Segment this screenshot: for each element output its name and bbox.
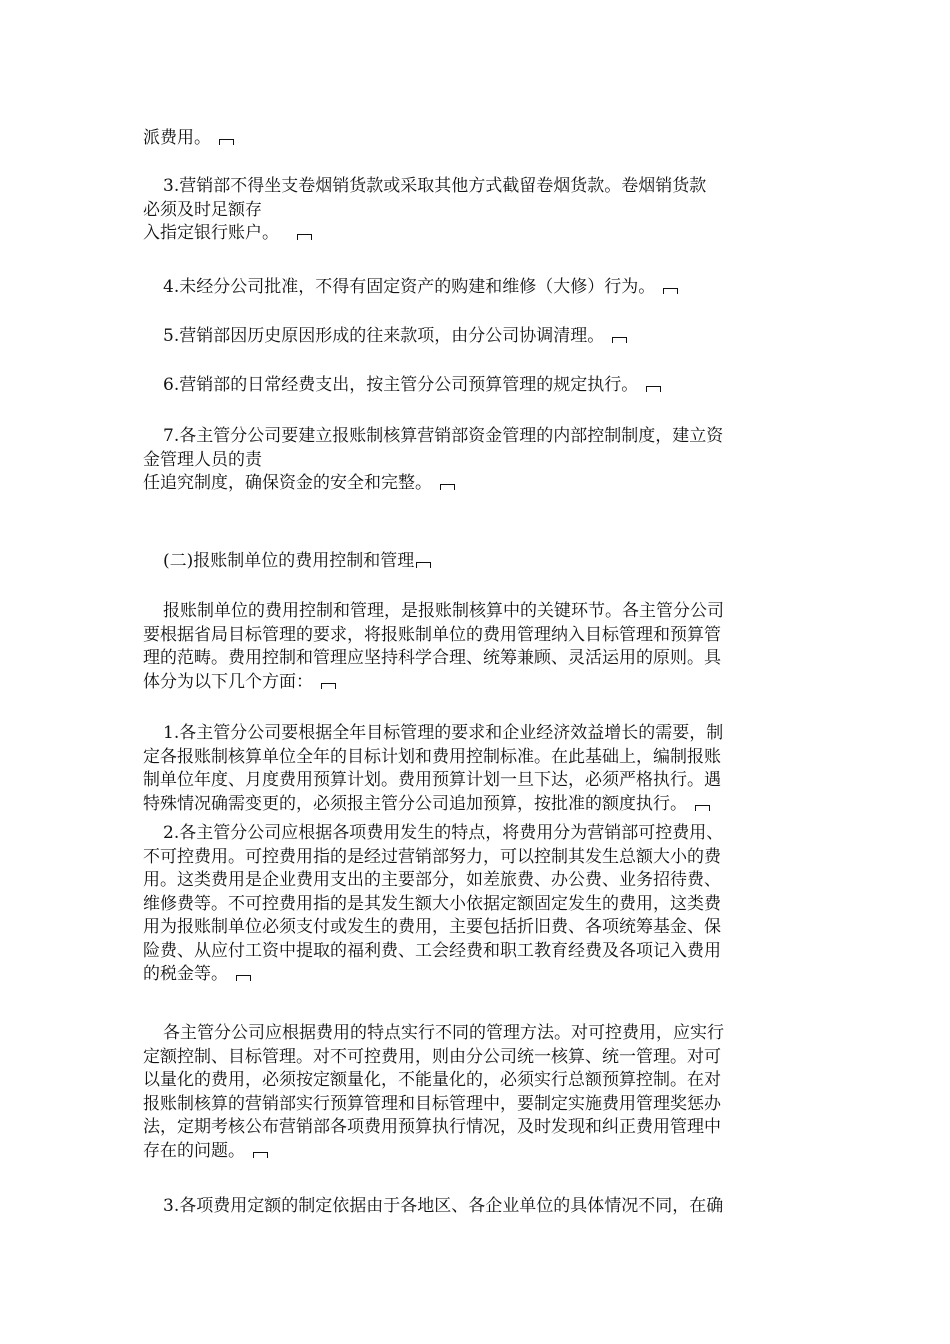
text-line: 报账制核算的营销部实行预算管理和目标管理中，要制定实施费用管理奖惩办 — [143, 1093, 721, 1114]
paragraph-item-3 — [143, 175, 808, 246]
paragraph-mark-icon — [646, 386, 661, 392]
text-line: 用。这类费用是企业费用支出的主要部分，如差旅费、办公费、业务招待费、 — [143, 870, 721, 890]
text-line: 不可控费用。可控费用指的是经过营销部努力，可以控制其发生总额大小的费 — [143, 846, 721, 867]
paragraph-mark-icon — [253, 1152, 268, 1158]
paragraph-mark-icon — [663, 288, 678, 294]
text-line: 法，定期考核公布营销部各项费用预算执行情况，及时发现和纠正费用管理中 — [143, 1117, 721, 1137]
paragraph-item-6 — [143, 374, 808, 398]
section-heading — [143, 550, 808, 574]
text-line: (二)报账制单位的费用控制和管理 — [143, 550, 808, 574]
paragraph-mark-icon — [416, 562, 431, 568]
text-line: 任追究制度，确保资金的安全和完整。 — [143, 472, 808, 496]
paragraph-point-1 — [143, 722, 808, 816]
text-line: 定额控制、目标管理。对不可控费用，则由分公司统一核算、统一管理。对可 — [143, 1046, 721, 1067]
text-line: 体分为以下几个方面： — [143, 671, 808, 695]
text-line: 制单位年度、月度费用预算计划。费用预算计划一旦下达，必须严格执行。遇 — [143, 770, 721, 790]
paragraph-mark-icon — [321, 683, 336, 689]
paragraph-mark-icon — [297, 234, 312, 240]
paragraph-intro — [143, 600, 808, 694]
text-line: 7.各主管分公司要建立报账制核算营销部资金管理的内部控制制度，建立资 — [163, 426, 724, 446]
text-line: 入指定银行账户。 — [143, 222, 808, 246]
text-line: 4.未经分公司批准，不得有固定资产的购建和维修（大修）行为。 — [143, 276, 808, 300]
text-line: 3.营销部不得坐支卷烟销货款或采取其他方式截留卷烟货款。卷烟销货款 — [163, 176, 707, 196]
paragraph-item-4 — [143, 276, 808, 300]
text-line: 维修费等。不可控费用指的是其发生额大小依据定额固定发生的费用，这类费 — [143, 893, 721, 914]
text-line: 理的范畴。费用控制和管理应坚持科学合理、统筹兼顾、灵活运用的原则。具 — [143, 648, 721, 668]
text-line: 存在的问题。 — [143, 1140, 808, 1164]
text-line: 2.各主管分公司应根据各项费用发生的特点，将费用分为营销部可控费用、 — [163, 823, 724, 843]
paragraph-item-5 — [143, 325, 808, 349]
paragraph-mark-icon — [219, 139, 234, 145]
paragraph-mark-icon — [612, 337, 627, 343]
paragraph-item-7 — [143, 425, 808, 496]
text-line: 险费、从应付工资中提取的福利费、工会经费和职工教育经费及各项记入费用 — [143, 940, 721, 961]
paragraph-mark-icon — [695, 805, 710, 811]
text-line: 的税金等。 — [143, 963, 808, 987]
text-line: 报账制单位的费用控制和管理，是报账制核算中的关键环节。各主管分公司 — [163, 601, 724, 621]
paragraph-mark-icon — [440, 484, 455, 490]
text-line: 要根据省局目标管理的要求，将报账制单位的费用管理纳入目标管理和预算管 — [143, 624, 721, 645]
text-line: 5.营销部因历史原因形成的往来款项，由分公司协调清理。 — [143, 325, 808, 349]
paragraph-continuation — [143, 127, 808, 151]
text-line: 6.营销部的日常经费支出，按主管分公司预算管理的规定执行。 — [143, 374, 808, 398]
text-line: 3.各项费用定额的制定依据由于各地区、各企业单位的具体情况不同，在确 — [163, 1196, 724, 1216]
text-line: 派费用。 — [143, 127, 808, 151]
paragraph-point-3 — [143, 1195, 808, 1219]
text-line: 各主管分公司应根据费用的特点实行不同的管理方法。对可控费用，应实行 — [163, 1023, 724, 1043]
paragraph-management-methods — [143, 1022, 808, 1163]
text-line: 以量化的费用，必须按定额量化，不能量化的，必须实行总额预算控制。在对 — [143, 1070, 721, 1090]
text-line: 用为报账制单位必须支付或发生的费用，主要包括折旧费、各项统筹基金、保 — [143, 917, 721, 937]
text-line: 必须及时足额存 — [143, 199, 262, 220]
text-line: 定各报账制核算单位全年的目标计划和费用控制标准。在此基础上，编制报账 — [143, 746, 721, 767]
paragraph-point-2 — [143, 822, 808, 987]
text-line: 金管理人员的责 — [143, 449, 262, 470]
paragraph-mark-icon — [236, 975, 251, 981]
text-line: 特殊情况确需变更的，必须报主管分公司追加预算，按批准的额度执行。 — [143, 793, 808, 817]
text-line: 1.各主管分公司要根据全年目标管理的要求和企业经济效益增长的需要，制 — [163, 723, 724, 743]
